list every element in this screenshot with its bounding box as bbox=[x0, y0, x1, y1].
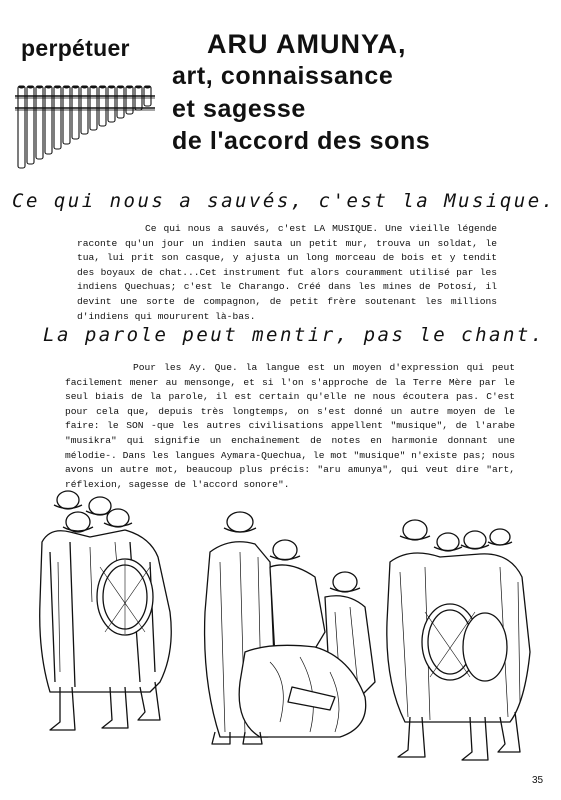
section-heading-chant: La parole peut mentir, pas le chant. bbox=[43, 324, 545, 346]
header-subtitle-line-1: art, connaissance bbox=[172, 62, 394, 90]
header-title: ARU AMUNYA, bbox=[207, 29, 407, 59]
musician-group-left bbox=[40, 491, 172, 730]
section-heading-music: Ce qui nous a sauvés, c'est la Musique. bbox=[12, 190, 556, 212]
musician-group-right bbox=[387, 520, 530, 760]
header-subtitle-line-2: et sagesse bbox=[172, 95, 306, 123]
musician-group-center bbox=[205, 512, 375, 744]
paragraph-aru-amunya: Pour les Ay. Que. la langue est un moyen d'expression qui peut facilement mener au mensonge, et si l'on s'approche de la Terre Mère par le seul biais de la parole, il est certain qu'elle ne nous écoutera pas. C'est pour cela que, depuis très longtemps, on s'est donné un autre moyen de le faire: le SON -que les autres civilisations appellent "musique", de l'arabe "musikra" qui signifie un enchaînement de notes en harmonie donnant une mélodie-. Dans les langues Aymara-Quechua, le mot "musique" n'existe pas; nous avons un autre mot, beaucoup plus précis: "aru amunya", qui veut dire "art, réflexion, sagesse de l'accord sonore". bbox=[65, 362, 515, 490]
header-verb: perpétuer bbox=[21, 35, 130, 61]
header-subtitle-line-3: de l'accord des sons bbox=[172, 127, 431, 155]
pan-flute-illustration bbox=[15, 80, 165, 175]
page-number: 35 bbox=[532, 775, 544, 786]
musicians-illustration bbox=[30, 482, 535, 772]
paragraph-legend: Ce qui nous a sauvés, c'est LA MUSIQUE. Une vieille légende raconte qu'un jour un indien sauta un petit mur, trouva un soldat, le tua, lui prit son casque, y ajusta un long morceau de bois et y tendit des boyaux de chat...Cet instrument fut alors couramment utilisé par les indiens Quechuas; c'est le Charango. Créé dans les mines de Potosí, il devint une sorte de compagnon, de petit frère soutenant les millions d'indiens qui moururent là-bas. bbox=[77, 223, 497, 322]
